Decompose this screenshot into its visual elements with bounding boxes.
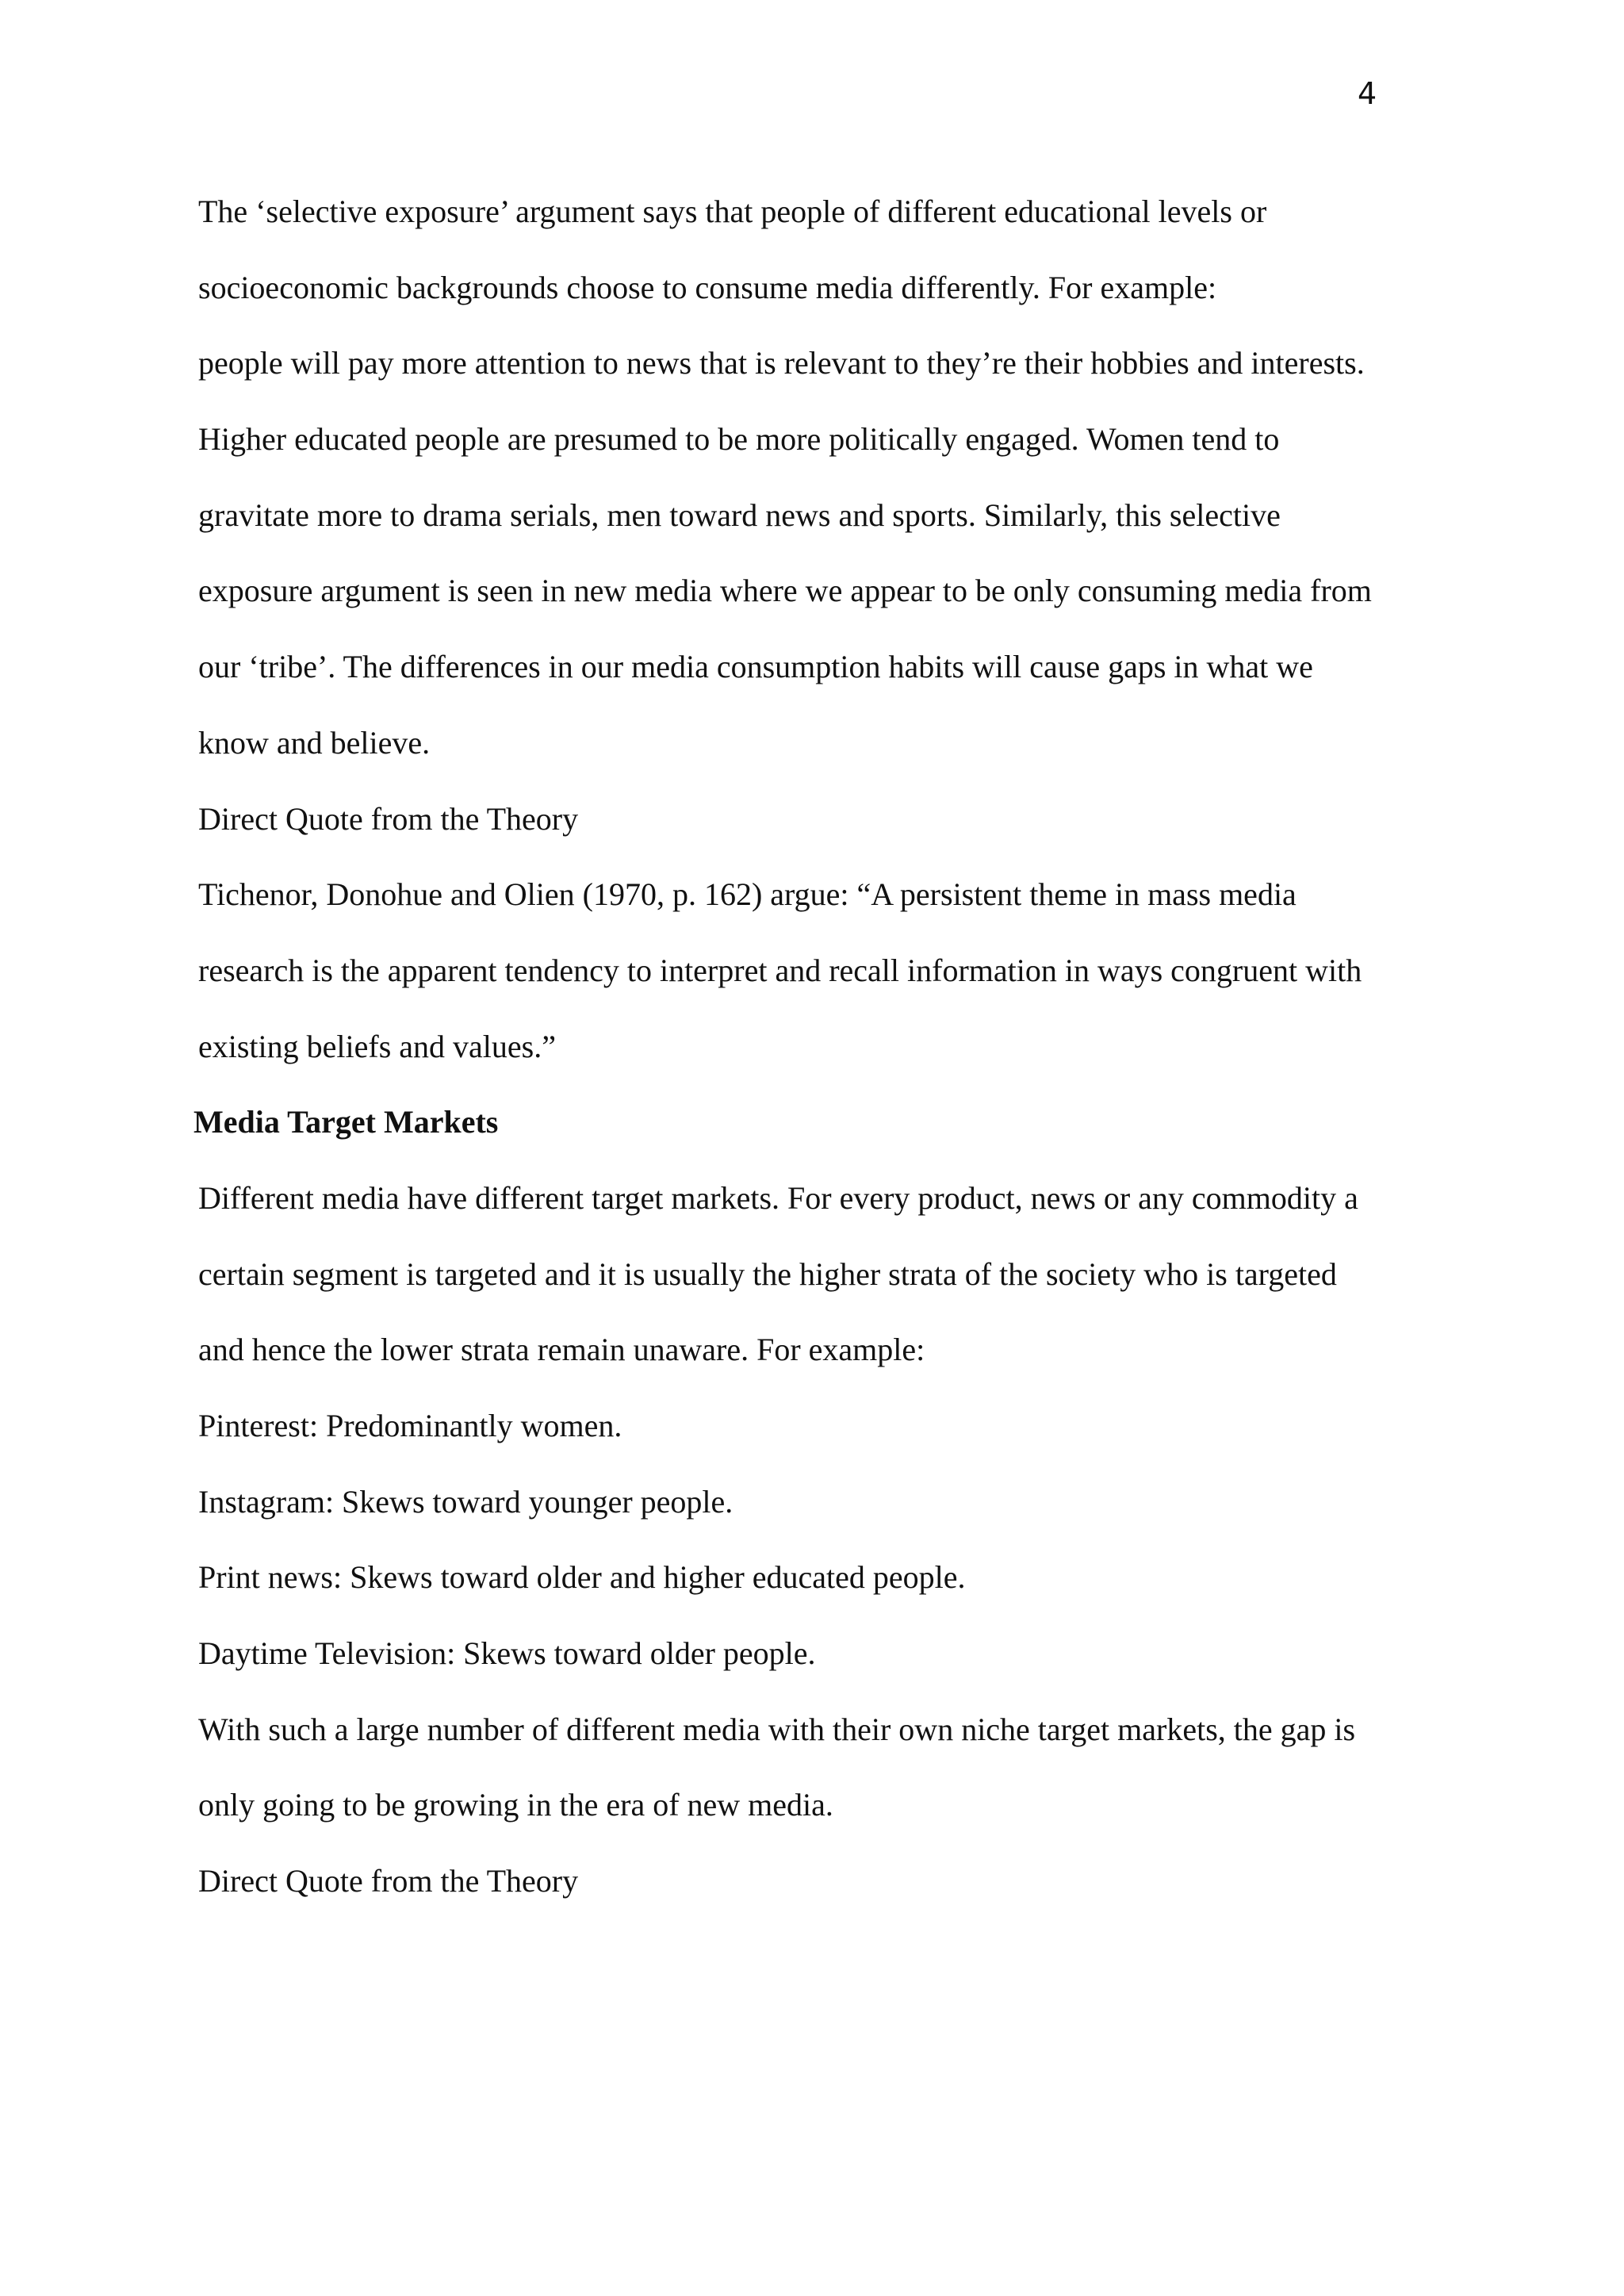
list-line: Daytime Television: Skews toward older people. bbox=[198, 1635, 816, 1672]
section-heading: Media Target Markets bbox=[193, 1104, 499, 1140]
paragraph-line: only going to be growing in the era of new media. bbox=[198, 1787, 833, 1823]
subheading-direct-quote: Direct Quote from the Theory bbox=[198, 800, 579, 837]
paragraph-line: our ‘tribe’. The differences in our media consumption habits will cause gaps in what we bbox=[198, 649, 1313, 685]
paragraph-line: Higher educated people are presumed to be more politically engaged. Women tend to bbox=[198, 421, 1280, 458]
quote-line: Tichenor, Donohue and Olien (1970, p. 162) argue: “A persistent theme in mass media bbox=[198, 876, 1297, 913]
paragraph-line: socioeconomic backgrounds choose to consume media differently. For example: bbox=[198, 269, 1217, 305]
list-line: Print news: Skews toward older and higher educated people. bbox=[198, 1559, 966, 1596]
quote-line: existing beliefs and values.” bbox=[198, 1028, 556, 1064]
paragraph-line: gravitate more to drama serials, men toward news and sports. Similarly, this selective bbox=[198, 496, 1281, 533]
list-line: Instagram: Skews toward younger people. bbox=[198, 1483, 733, 1520]
list-line: Pinterest: Predominantly women. bbox=[198, 1408, 622, 1443]
paragraph-line: With such a large number of different media with their own niche target markets, the gap is bbox=[198, 1711, 1356, 1747]
subheading-direct-quote: Direct Quote from the Theory bbox=[198, 1863, 579, 1899]
quote-line: research is the apparent tendency to interpret and recall information in ways congruent with bbox=[198, 952, 1362, 988]
paragraph-line: The ‘selective exposure’ argument says that people of different educational levels or bbox=[198, 194, 1267, 229]
page-number: 4 bbox=[1358, 76, 1377, 111]
paragraph-line: Different media have different target markets. For every product, news or any commodity a bbox=[198, 1179, 1358, 1216]
paragraph-line: people will pay more attention to news that is relevant to they’re their hobbies and interests. bbox=[198, 345, 1365, 381]
paragraph-line: certain segment is targeted and it is usually the higher strata of the society who is targeted bbox=[198, 1255, 1337, 1292]
body-text bbox=[193, 186, 1435, 1931]
paragraph-line: exposure argument is seen in new media where we appear to be only consuming media from bbox=[198, 573, 1372, 609]
paragraph-line: and hence the lower strata remain unaware. For example: bbox=[198, 1332, 925, 1368]
paragraph-line: know and believe. bbox=[198, 724, 431, 761]
